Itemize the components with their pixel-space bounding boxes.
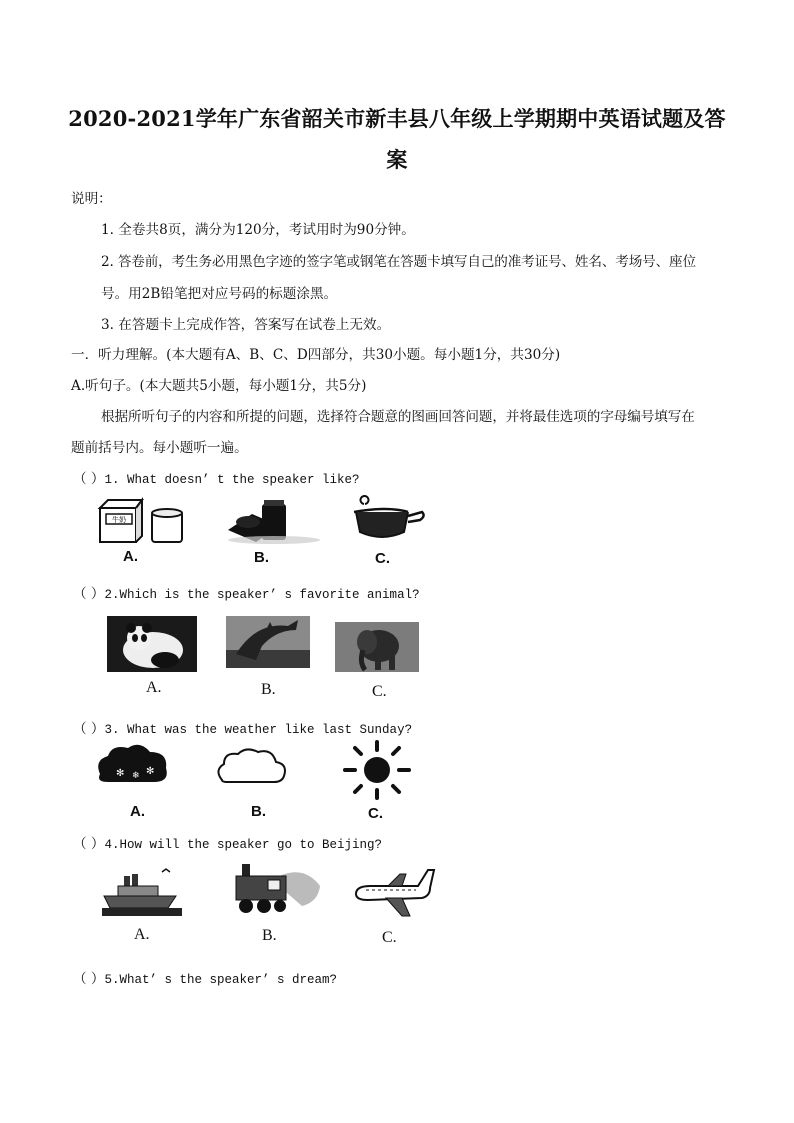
q3-option-b[interactable]: B. [251, 803, 266, 820]
note-3: 3. 在答题卡上完成作答，答案写在试卷上无效。 [101, 317, 391, 333]
section-heading: 一．听力理解。(本大题有A、B、C、D四部分，共30小题。每小题1分，共30分) [71, 347, 561, 363]
milk-carton-and-cup-icon [96, 496, 192, 544]
instruction-line-1: 根据所听句子的内容和所提的问题，选择符合题意的图画回答问题，并将最佳选项的字母编号填写在 [101, 409, 695, 425]
note-2a: 2. 答卷前，考生务必用黑色字迹的签字笔或钢笔在答题卡填写自己的准考证号、姓名、考场号、座位 [101, 254, 696, 270]
svg-text:✻: ✻ [116, 768, 125, 779]
q2-option-c[interactable]: C. [372, 683, 387, 700]
sun-icon [340, 740, 414, 800]
dolphin-icon [226, 616, 310, 668]
q3-option-a[interactable]: A. [130, 803, 145, 820]
answer-paren[interactable]: （ ） [73, 586, 105, 602]
question-2-text: 2.Which is the speaker’ s favorite animal? [104, 588, 420, 602]
question-1-text: 1. What doesn’ t the speaker like? [104, 473, 360, 487]
answer-paren[interactable]: （ ） [73, 836, 105, 852]
cooking-pot-icon [350, 492, 426, 544]
question-5-text: 5.What’ s the speaker’ s dream? [104, 973, 338, 987]
note-2b: 号。用2B铅笔把对应号码的标题涂黑。 [101, 286, 338, 302]
answer-paren[interactable]: （ ） [73, 721, 105, 737]
q1-option-c[interactable]: C. [375, 550, 390, 567]
q4-option-b[interactable]: B. [262, 927, 277, 944]
question-5 [73, 967, 337, 987]
q1-option-b[interactable]: B. [254, 549, 269, 566]
snow-cloud-icon [92, 742, 172, 792]
panda-icon [107, 616, 197, 672]
q3-option-c[interactable]: C. [368, 805, 383, 822]
exam-title-line-2: 案 [386, 147, 408, 172]
train-icon [232, 862, 322, 918]
q2-option-b[interactable]: B. [261, 681, 276, 698]
svg-text:❄: ❄ [132, 771, 140, 781]
answer-paren[interactable]: （ ） [73, 971, 105, 987]
chocolate-and-jar-icon [222, 496, 326, 544]
part-a-heading: A.听句子。(本大题共5小题，每小题1分，共5分) [71, 378, 367, 394]
q1-option-a[interactable]: A. [123, 548, 138, 565]
question-1 [73, 467, 360, 487]
exam-title-line-1: 2020-2021学年广东省韶关市新丰县八年级上学期期中英语试题及答 [68, 106, 726, 131]
airplane-icon [352, 862, 436, 918]
notes-header: 说明： [71, 191, 112, 207]
milk-label: 牛奶 [112, 516, 126, 524]
q4-option-c[interactable]: C. [382, 929, 397, 946]
question-4 [73, 832, 382, 852]
note-1: 1. 全卷共8页，满分为120分，考试用时为90分钟。 [101, 222, 415, 238]
instruction-line-2: 题前括号内。每小题听一遍。 [71, 440, 248, 456]
question-3 [73, 717, 412, 737]
question-3-text: 3. What was the weather like last Sunday? [104, 723, 413, 737]
q2-option-a[interactable]: A. [146, 679, 162, 696]
q4-option-a[interactable]: A. [134, 926, 150, 943]
elephant-icon [335, 622, 419, 672]
ship-icon [102, 866, 182, 918]
question-2 [73, 582, 420, 602]
svg-text:✻: ✻ [146, 766, 155, 777]
question-4-text: 4.How will the speaker go to Beijing? [104, 838, 383, 852]
cloud-icon [214, 746, 288, 786]
answer-paren[interactable]: （ ） [73, 471, 105, 487]
